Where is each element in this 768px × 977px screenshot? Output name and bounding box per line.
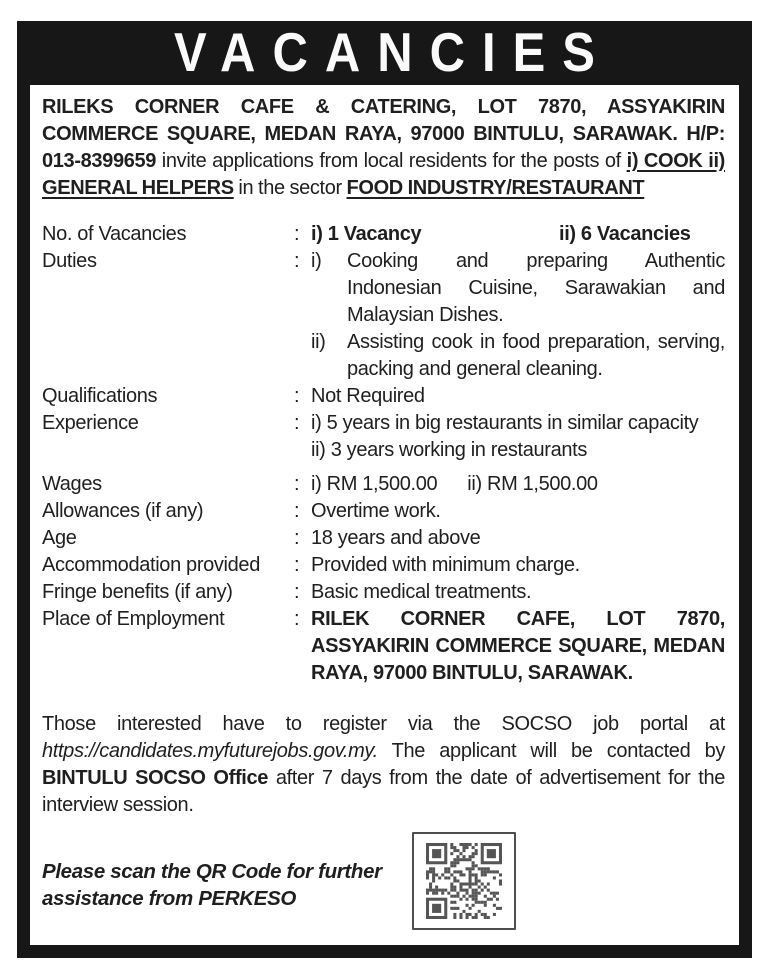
register-pre-text: Those interested have to register via the SOCSO job portal at <box>42 713 725 735</box>
row-age <box>42 525 725 552</box>
row-label: Experience <box>42 412 139 434</box>
row-allowances <box>42 498 725 525</box>
row-colon: : <box>294 500 300 522</box>
duty-marker: ii) <box>311 331 326 353</box>
row-colon: : <box>294 250 300 272</box>
row-wages <box>42 471 725 498</box>
masthead <box>17 21 752 85</box>
row-vacancies <box>42 221 725 248</box>
flyer-frame <box>17 21 752 958</box>
row-fringe-benefits <box>42 579 725 606</box>
row-label: Qualifications <box>42 385 158 407</box>
row-colon: : <box>294 473 300 495</box>
row-value: Provided with minimum charge. <box>311 554 580 576</box>
row-value <box>311 471 725 498</box>
row-value <box>311 248 725 383</box>
duty-marker: i) <box>311 250 322 272</box>
sector-connector-text: in the sector <box>233 177 347 199</box>
flyer-body <box>30 85 739 945</box>
row-value: Not Required <box>311 385 425 407</box>
wage-cook: i) RM 1,500.00 <box>311 473 438 495</box>
row-label: Fringe benefits (if any) <box>42 581 233 603</box>
row-colon: : <box>294 608 300 630</box>
experience-line-cook: i) 5 years in big restaurants in similar capacity <box>311 412 699 434</box>
vacancy-count-helpers: ii) 6 Vacancies <box>559 223 691 245</box>
details-table <box>42 221 725 687</box>
row-label: Accommodation provided <box>42 554 260 576</box>
duty-item-helper <box>311 329 725 383</box>
qr-caption: Please scan the QR Code for further assistance from PERKESO <box>42 860 382 910</box>
duty-text: Cooking and preparing Authentic Indonesian Cuisine, Sarawakian and Malaysian Dishes. <box>347 250 725 326</box>
intro-paragraph <box>42 94 725 202</box>
row-qualifications <box>42 383 725 410</box>
row-label: Place of Employment <box>42 608 225 630</box>
wage-helper: ii) RM 1,500.00 <box>467 473 598 495</box>
company-address-text: RILEKS CORNER CAFE & CATERING, LOT 7870, ASSYAKIRIN COMMERCE SQUARE, MEDAN RAYA, 97000 BINTULU, SARAWAK. H/P: 013-8399659 <box>42 96 725 172</box>
row-label: No. of Vacancies <box>42 223 187 245</box>
row-value: 18 years and above <box>311 527 481 549</box>
row-colon: : <box>294 412 300 434</box>
row-value <box>311 410 725 464</box>
qr-code-icon <box>412 832 516 930</box>
experience-line-helper: ii) 3 years working in restaurants <box>311 439 587 461</box>
posts-text: i) COOK ii) GENERAL HELPERS <box>42 150 725 199</box>
row-experience <box>42 410 725 464</box>
row-duties <box>42 248 725 383</box>
sector-text: FOOD INDUSTRY/RESTAURANT <box>346 177 645 199</box>
row-colon: : <box>294 554 300 576</box>
register-mid-text: The applicant will be contacted by <box>377 740 725 762</box>
row-colon: : <box>294 581 300 603</box>
portal-url-text: https://candidates.myfuturejobs.gov.my. <box>42 740 378 762</box>
socso-office-text: BINTULU SOCSO Office <box>42 767 269 789</box>
registration-paragraph <box>42 711 725 819</box>
row-label: Age <box>42 527 77 549</box>
row-label: Allowances (if any) <box>42 500 204 522</box>
row-value <box>311 221 725 248</box>
duty-text: Assisting cook in food preparation, serving, packing and general cleaning. <box>347 331 725 380</box>
row-accommodation <box>42 552 725 579</box>
row-colon: : <box>294 527 300 549</box>
invite-text: invite applications from local residents for the posts of <box>156 150 627 172</box>
duty-item-cook <box>311 248 725 329</box>
row-value: Basic medical treatments. <box>311 581 532 603</box>
row-label: Wages <box>42 473 102 495</box>
row-label: Duties <box>42 250 97 272</box>
row-value: Overtime work. <box>311 500 441 522</box>
row-colon: : <box>294 385 300 407</box>
vacancy-count-cook: i) 1 Vacancy <box>311 223 422 245</box>
row-colon: : <box>294 223 300 245</box>
page-title: VACANCIES <box>174 22 612 83</box>
row-employment-place <box>42 606 725 687</box>
register-post-text: after 7 days from the date of advertisement for the interview session. <box>42 767 726 816</box>
row-value: RILEK CORNER CAFE, LOT 7870, ASSYAKIRIN COMMERCE SQUARE, MEDAN RAYA, 97000 BINTULU, SARAWAK. <box>311 608 725 684</box>
qr-section <box>42 832 725 930</box>
